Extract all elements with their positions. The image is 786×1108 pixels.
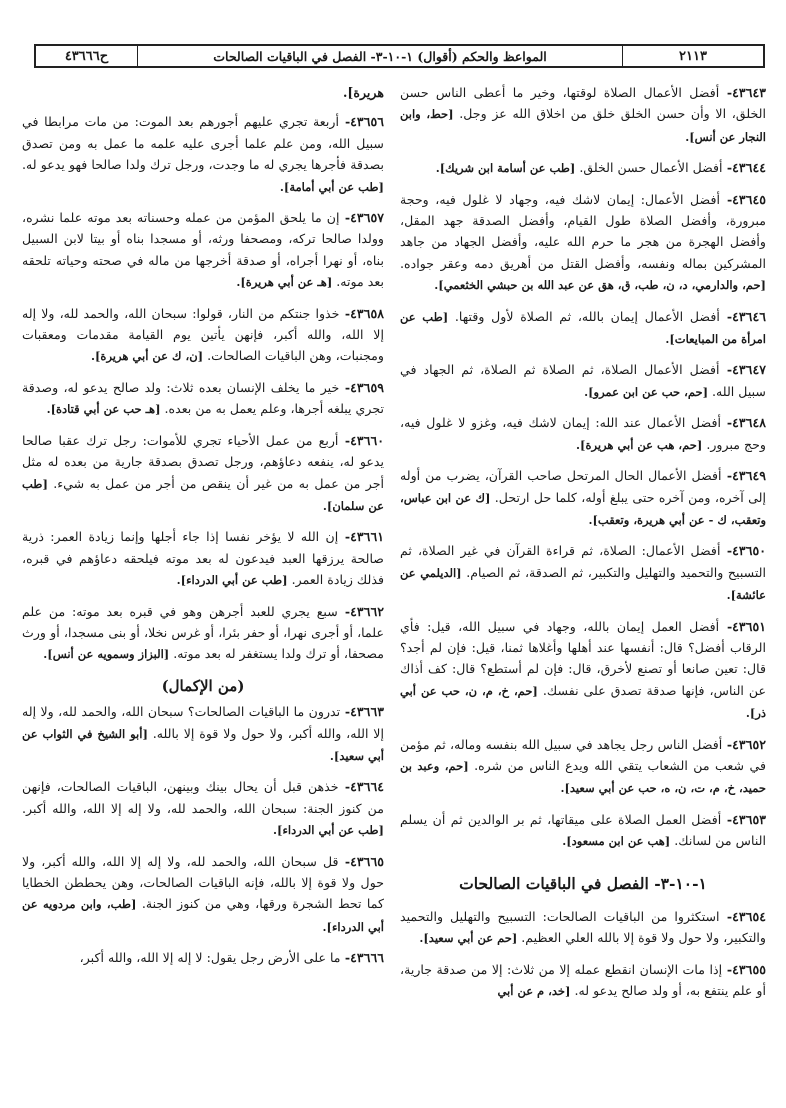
hadith-number: ٤٣٦٥٨- [339, 305, 384, 321]
hadith-entry [22, 111, 384, 198]
hadith-reference: [حم عن أبي سعيد]. [419, 931, 518, 946]
hadith-reference: [أبو الشيخ في الثواب عن أبي سعيد]. [22, 726, 384, 763]
hadith-text: أربعة تجري عليهم أجورهم بعد الموت: من مات مرابطا في سبيل الله، ومن علم علما أجرى عليه علمه ما عمل به ومن تصدق بصدقة فأجرها يجري له ما وجدت، ورجل ترك ولدا صالحا فهو يدعو له. [22, 114, 384, 173]
header-page-number: ٢١١٣ [679, 48, 707, 64]
hadith-number: ٤٣٦٦٥- [338, 853, 384, 869]
hadith-entry [22, 207, 384, 294]
hadith-number: ٤٣٦٤٩- [721, 468, 766, 484]
hadith-number: ٤٣٦٤٤- [722, 160, 766, 176]
hadith-entry [400, 540, 766, 606]
hadith-number: ٤٣٦٥٥- [722, 961, 766, 977]
hadith-entry [22, 526, 384, 591]
continuation-fragment: هريرة]. [343, 85, 384, 100]
hadith-text: خذهن قبل أن يحال بينك وبينهن، الباقيات الصالحات، فإنهن من كنوز الجنة: سبحان الله، والحمد لله، ولا إله إلا الله، والله أكبر. [22, 779, 384, 816]
hadith-text: أفضل العمل إيمان بالله، وجهاد في سبيل الله، قيل: فأي الرقاب أفضل؟ قال: أنفسها عند أهلها وأغلاها ثمنا، قيل: فإن لم أجد؟ قال: تعين صانعا أو تصنع لأخرق، قال: فإن لم أستطع؟ قال: كف أذاك عن الناس، فإنها صدقة تصدق على نفسك. [400, 618, 766, 698]
hadith-entry [22, 701, 384, 767]
hadith-number: ٤٣٦٦٠- [338, 432, 384, 448]
hadith-reference: [ك عن ابن عباس، وتعقب، ك - عن أبي هريرة، وتعقب]. [400, 490, 766, 527]
hadith-reference: [حم، حب عن ابن عمرو]. [584, 384, 709, 399]
hadith-reference: [الديلمي عن عائشة]. [400, 565, 766, 603]
running-header [34, 44, 765, 68]
hadith-text: أفضل الأعمال الصلاة، ثم الصلاة ثم الصلاة، ثم الجهاد في سبيل الله. [400, 362, 766, 399]
hadith-text: إن الله لا يؤخر نفسا إذا جاء أجلها وإنما زيادة العمر: ذرية صالحة يرزقها العبد فيدعون له بعد موته فيلحقه دعاؤهم في قبره، فذلك زيادة العمر. [22, 529, 384, 588]
hadith-reference: [حم، والدارمي، د، ن، طب، ق، هق عن عبد الله بن حبشي الخثعمي]. [434, 278, 766, 293]
hadith-number: ٤٣٦٦١- [338, 529, 384, 545]
hadith-reference: [هـ عن أبي هريرة]. [236, 275, 333, 290]
hadith-text: ما على الأرض رجل يقول: لا إله إلا الله، والله أكبر، [79, 950, 341, 966]
hadith-entry [22, 776, 384, 841]
hadith-number: ٤٣٦٥٦- [338, 114, 384, 130]
right-entries-after [400, 906, 766, 1003]
hadith-number: ٤٣٦٤٣- [719, 85, 766, 100]
hadith-reference: [طب عن أبي الدرداء]. [273, 823, 384, 838]
hadith-number: ٤٣٦٥٧- [339, 210, 384, 226]
hadith-entry [400, 412, 766, 456]
hadith-number: ٤٣٦٥٢- [722, 736, 766, 752]
hadith-text: أفضل العمل الصلاة على ميقاتها، ثم بر الوالدين ثم أن يسلم الناس من لسانك. [400, 811, 766, 849]
hadith-text: خذوا جنتكم من النار، قولوا: سبحان الله، والحمد لله، ولا إله إلا الله، والله أكبر، فإنهن يأتين يوم القيامة مقدمات ومعقبات ومجنبات، وهن الباقيات الصالحات. [22, 305, 384, 364]
hadith-number: ٤٣٦٥٣- [721, 811, 766, 827]
hadith-number: ٤٣٦٦٢- [337, 603, 384, 619]
hadith-text: أربع من عمل الأحياء تجري للأموات: رجل ترك عقبا صالحا يدعو له، ينفعه دعاؤهم، ورجل تصدق بصدقة جارية من بعده له مثل أجر من عمل به من غير أن ينقص من أجر من عمل به شيء. [22, 432, 384, 491]
hadith-text: أفضل الناس رجل يجاهد في سبيل الله بنفسه وماله، ثم مؤمن في شعب من الشعاب يتقي الله ويدع الناس من شره. [400, 736, 766, 773]
hadith-reference: [البزاز وسمويه عن أنس]. [43, 647, 170, 662]
hadith-entry [400, 465, 766, 531]
hadith-entry [22, 947, 384, 969]
hadith-reference: [حم، خ، م، ن، حب عن أبي ذر]. [400, 683, 766, 721]
hadith-entry [400, 734, 766, 800]
hadith-entry [400, 906, 766, 950]
hadith-entry [400, 359, 766, 403]
hadith-text: أفضل الأعمال الحال المرتحل صاحب القرآن، يضرب من أوله إلى آخره، ومن آخره حتى يبلغ أوله، كلما حل ارتحل. [400, 468, 766, 505]
hadith-entry [22, 430, 384, 518]
hadith-reference: [هب عن ابن مسعود]. [562, 834, 671, 849]
header-title: المواعظ والحكم (أقوال) ١-١٠-٣- الفصل في الباقيات الصالحات [138, 46, 623, 66]
hadith-reference: [حم، هب عن أبي هريرة]. [576, 437, 703, 452]
hadith-entry [22, 303, 384, 368]
left-entries-before [22, 111, 384, 665]
hadith-entry [400, 616, 766, 725]
hadith-entry [22, 601, 384, 666]
header-hadith-range: ح٤٣٦٦٦ [36, 46, 138, 66]
hadith-text: إن ما يلحق المؤمن من عمله وحسناته بعد موته علما نشره، وولدا صالحا تركه، ومصحفا ورثه، أو مسجدا بناه أو بيتا لابن السبيل بناه، أو نهرا أجراه، أو صدقة أخرجها من ماله في صحته وحياته تلحقه بعد موته. [22, 210, 384, 290]
hadith-entry [400, 157, 766, 179]
hadith-number: ٤٣٦٦٦- [340, 950, 384, 966]
hadith-text: تدرون ما الباقيات الصالحات؟ سبحان الله، والحمد لله، ولا إله إلا الله، والله أكبر، ولا حول ولا قوة إلا بالله. [22, 704, 384, 741]
hadith-entry [400, 959, 766, 1003]
hadith-entry [400, 306, 766, 351]
hadith-number: ٤٣٦٦٤- [338, 779, 384, 795]
hadith-number: ٤٣٦٥٩- [339, 379, 384, 395]
hadith-reference: [طب عن أسامة ابن شريك]. [435, 161, 576, 176]
hadith-text: أفضل الأعمال عند الله: إيمان لاشك فيه، وغزو لا غلول فيه، وحج مبرور. [400, 415, 766, 452]
hadith-reference: [ن، ك عن أبي هريرة]. [90, 349, 204, 364]
hadith-number: ٤٣٦٤٦- [719, 308, 766, 324]
hadith-text: استكثروا من الباقيات الصالحات: التسبيح والتهليل والتحميد والتكبير، ولا حول ولا قوة إلا بالله العلي العظيم. [400, 909, 766, 946]
hadith-text: أفضل الأعمال: الصلاة، ثم قراءة القرآن في غير الصلاة، ثم التسبيح والتحميد والتهليل والتكبير، ثم الصدقة، ثم الصيام. [400, 543, 766, 580]
hadith-reference: [حم، وعبد بن حميد، خ، م، ت، ن، ه، حب عن أبي سعيد]. [400, 758, 766, 796]
hadith-reference: [طب عن سلمان]. [22, 476, 384, 513]
left-entries-after [22, 701, 384, 969]
hadith-text: إذا مات الإنسان انقطع عمله إلا من ثلاث: إلا من صدقة جارية، أو علم ينتفع به، أو ولد صالح يدعو له. [400, 961, 766, 999]
right-column [400, 82, 766, 1102]
right-entries-before [400, 82, 766, 853]
hadith-entry [400, 189, 766, 297]
hadith-text: قل سبحان الله، والحمد لله، ولا إله إلا الله، والله أكبر، ولا حول ولا قوة إلا بالله، فإنه الباقيات الصالحات، وهن يحططن الخطايا كما تحط الشجرة ورقها، وهي من كنوز الجنة. [22, 853, 384, 912]
section-heading: ١-١٠-٣- الفصل في الباقيات الصالحات [459, 873, 707, 893]
hadith-text: أفضل الأعمال حسن الخلق. [575, 160, 723, 176]
hadith-number: ٤٣٦٥١- [719, 618, 766, 634]
hadith-number: ٤٣٦٤٥- [720, 191, 766, 207]
hadith-reference: [طب، وابن مردويه عن أبي الدرداء]. [22, 897, 384, 934]
hadith-text: أفضل الأعمال إيمان بالله، ثم الصلاة لأول وقتها. [448, 308, 720, 324]
hadith-number: ٤٣٦٥٤- [719, 909, 766, 924]
hadith-reference: [حط، وابن النجار عن أنس]. [400, 107, 766, 144]
hadith-reference: [هـ حب عن أبي قتادة]. [46, 402, 161, 417]
hadith-entry [400, 809, 766, 853]
hadith-number: ٤٣٦٥٠- [720, 543, 766, 559]
hadith-text: سبع يجري للعبد أجرهن وهو في قبره بعد موته: من علم علما، أو أجرى نهرا، أو حفر بئرا، أو غرس نخلا، أو بنى مسجدا، أو ورث مصحفا، أو ترك ولدا يستغفر له بعد موته. [22, 603, 384, 662]
hadith-text: أفضل الأعمال الصلاة لوقتها، وخير ما أعطى الناس حسن الخلق، الا وأن حسن الخلق خلق من اخلاق الله عز وجل. [400, 85, 766, 122]
hadith-entry [22, 377, 384, 421]
left-column [22, 82, 384, 1102]
hadith-entry [22, 851, 384, 939]
hadith-reference: [طب عن أبي الدرداء]. [176, 573, 288, 588]
hadith-reference: [طب عن امرأة من المبايعات]. [400, 309, 766, 347]
hadith-number: ٤٣٦٤٧- [719, 362, 766, 378]
hadith-text: أفضل الأعمال: إيمان لاشك فيه، وجهاد لا غلول فيه، وحجة مبرورة، وأفضل الصلاة طول القيام، وأفضل الصدقة جهد المقل، وأفضل الهجرة من هجر ما حرم الله عليه، وأفضل الجهاد من جاهد المشركين بماله ونفسه، وأفضل القتل من أهريق دمه وعقر جواده. [400, 191, 766, 271]
hadith-reference: [طب عن أبي أمامة]. [279, 179, 384, 194]
hadith-text: خير ما يخلف الإنسان بعده ثلاث: ولد صالح يدعو له، وصدقة تجري يبلغه أجرها، وعلم يعمل به من بعده. [22, 379, 384, 417]
hadith-number: ٤٣٦٦٣- [340, 704, 384, 720]
hadith-reference: [خد، م عن أبي [497, 984, 571, 999]
sub-heading: (من الإكمال) [161, 676, 245, 695]
hadith-number: ٤٣٦٤٨- [720, 415, 766, 431]
hadith-entry [400, 82, 766, 148]
